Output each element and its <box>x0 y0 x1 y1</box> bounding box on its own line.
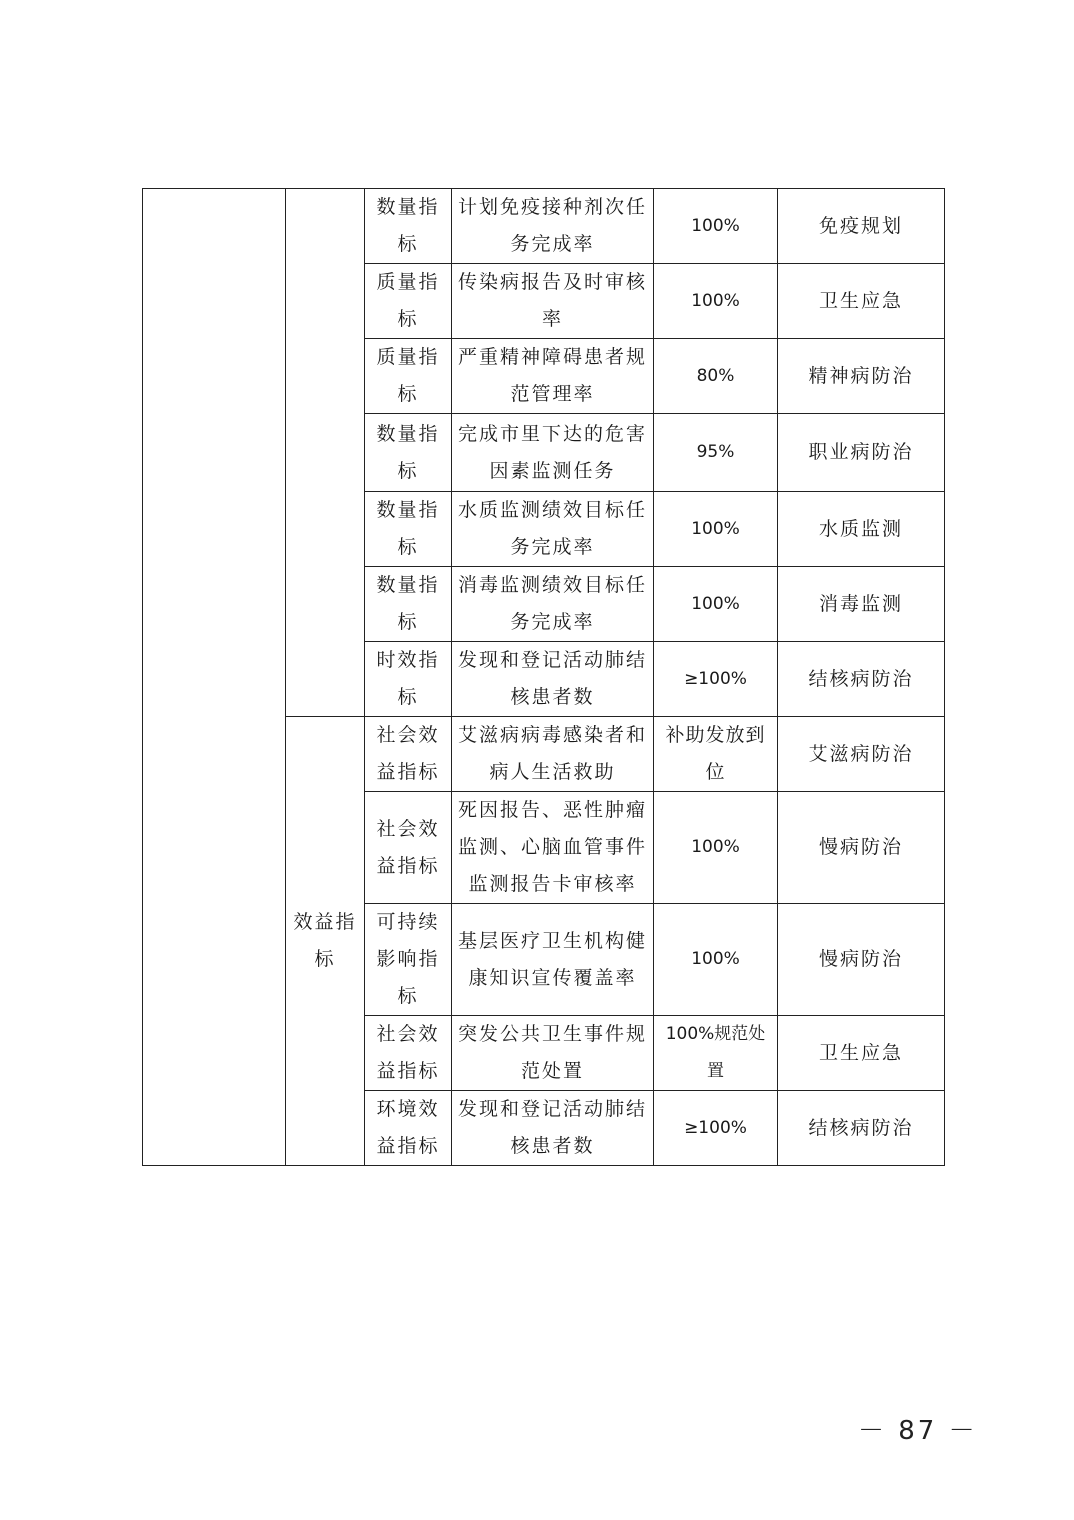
value-cell: 100% <box>654 904 778 1016</box>
category-cell: 卫生应急 <box>778 264 945 339</box>
value-cell: 100% <box>654 492 778 567</box>
level3-cell: 数量指标 <box>365 567 452 642</box>
value-cell: 补助发放到位 <box>654 717 778 792</box>
indicator-cell: 传染病报告及时审核率 <box>452 264 654 339</box>
level3-cell: 质量指标 <box>365 264 452 339</box>
category-cell: 精神病防治 <box>778 339 945 414</box>
value-cell: 100% <box>654 792 778 904</box>
value-cell: 100% <box>654 567 778 642</box>
indicator-cell: 完成市里下达的危害因素监测任务 <box>452 414 654 492</box>
category-cell: 职业病防治 <box>778 414 945 492</box>
level3-cell: 社会效益指标 <box>365 717 452 792</box>
indicator-cell: 水质监测绩效目标任务完成率 <box>452 492 654 567</box>
category-cell: 免疫规划 <box>778 189 945 264</box>
value-cell: 100%规范处置 <box>654 1016 778 1091</box>
table-row <box>143 189 945 264</box>
value-cell: 100% <box>654 264 778 339</box>
indicator-cell: 发现和登记活动肺结核患者数 <box>452 1091 654 1166</box>
level3-cell: 数量指标 <box>365 189 452 264</box>
level3-cell: 数量指标 <box>365 414 452 492</box>
category-cell: 卫生应急 <box>778 1016 945 1091</box>
category-cell: 结核病防治 <box>778 642 945 717</box>
level3-cell: 时效指标 <box>365 642 452 717</box>
category-cell: 艾滋病防治 <box>778 717 945 792</box>
indicator-cell: 发现和登记活动肺结核患者数 <box>452 642 654 717</box>
category-cell: 慢病防治 <box>778 904 945 1016</box>
indicator-cell: 突发公共卫生事件规范处置 <box>452 1016 654 1091</box>
level2-cell-output <box>286 189 365 717</box>
level3-cell: 社会效益指标 <box>365 792 452 904</box>
indicator-cell: 消毒监测绩效目标任务完成率 <box>452 567 654 642</box>
level3-cell: 数量指标 <box>365 492 452 567</box>
indicator-cell: 基层医疗卫生机构健康知识宣传覆盖率 <box>452 904 654 1016</box>
value-cell: 80% <box>654 339 778 414</box>
level3-cell: 质量指标 <box>365 339 452 414</box>
category-cell: 水质监测 <box>778 492 945 567</box>
category-cell: 慢病防治 <box>778 792 945 904</box>
level2-cell-benefit: 效益指标 <box>286 717 365 1166</box>
indicator-cell: 死因报告、恶性肿瘤监测、心脑血管事件监测报告卡审核率 <box>452 792 654 904</box>
category-cell: 结核病防治 <box>778 1091 945 1166</box>
value-cell: 100% <box>654 189 778 264</box>
indicator-cell: 严重精神障碍患者规范管理率 <box>452 339 654 414</box>
performance-indicator-table <box>142 188 945 1166</box>
value-cell: ≥100% <box>654 1091 778 1166</box>
value-cell: ≥100% <box>654 642 778 717</box>
level1-cell <box>143 189 286 1166</box>
value-cell: 95% <box>654 414 778 492</box>
level3-cell: 社会效益指标 <box>365 1016 452 1091</box>
level3-cell: 可持续影响指标 <box>365 904 452 1016</box>
level3-cell: 环境效益指标 <box>365 1091 452 1166</box>
page-number: － 87 － <box>858 1416 978 1446</box>
indicator-cell: 计划免疫接种剂次任务完成率 <box>452 189 654 264</box>
category-cell: 消毒监测 <box>778 567 945 642</box>
indicator-cell: 艾滋病病毒感染者和病人生活救助 <box>452 717 654 792</box>
